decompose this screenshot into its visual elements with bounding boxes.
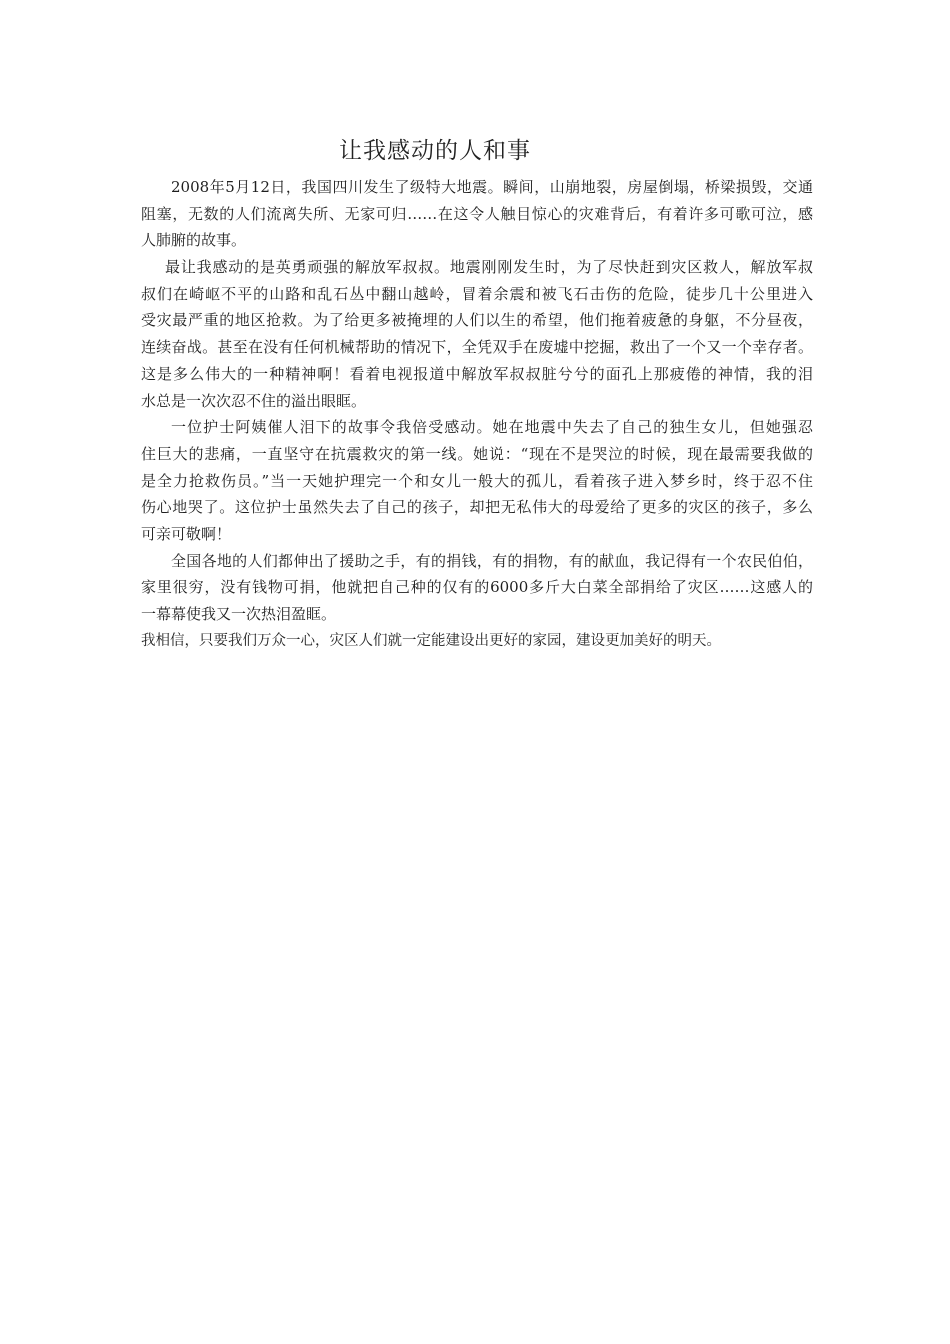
paragraph-5 (141, 628, 813, 655)
paragraph-line: 阻塞，无数的人们流离失所、无家可归……在这令人触目惊心的灾难背后，有着许多可歌可泣，感 (141, 204, 813, 223)
paragraph-line: 人肺腑的故事。 (141, 231, 247, 250)
paragraph-line: 我相信，只要我们万众一心，灾区人们就一定能建设出更好的家园，建设更加美好的明天。 (141, 632, 721, 649)
paragraph-1 (141, 174, 813, 254)
paragraph-line: 叔们在崎岖不平的山路和乱石丛中翻山越岭，冒着余震和被飞石击伤的危险，徒步几十公里进入 (141, 284, 813, 303)
document-title: 让我感动的人和事 (339, 138, 531, 164)
paragraph-line: 全国各地的人们都伸出了援助之手，有的捐钱，有的捐物，有的献血，我记得有一个农民伯伯， (171, 551, 813, 570)
paragraph-4 (141, 548, 813, 628)
paragraph-line: 家里很穷，没有钱物可捐，他就把自己种的仅有的6000多斤大白菜全部捐给了灾区……这感人的 (141, 578, 813, 597)
paragraph-line: 受灾最严重的地区抢救。为了给更多被掩埋的人们以生的希望，他们拖着疲惫的身躯，不分昼夜， (141, 311, 813, 330)
paragraph-line: 这是多么伟大的一种精神啊！看着电视报道中解放军叔叔脏兮兮的面孔上那疲倦的神情，我的泪 (141, 364, 813, 383)
paragraph-line: 住巨大的悲痛，一直坚守在抗震救灾的第一线。她说：“现在不是哭泣的时候，现在最需要我做的 (141, 444, 813, 463)
paragraph-line: 伤心地哭了。这位护士虽然失去了自己的孩子，却把无私伟大的母爱给了更多的灾区的孩子，多么 (141, 498, 813, 517)
paragraph-line: 一幕幕使我又一次热泪盈眶。 (141, 605, 337, 623)
paragraph-line: 一位护士阿姨催人泪下的故事令我倍受感动。她在地震中失去了自己的独生女儿，但她强忍 (171, 418, 813, 437)
paragraph-line: 2008年5月12日，我国四川发生了级特大地震。瞬间，山崩地裂，房屋倒塌，桥梁损毁，交通 (171, 178, 813, 196)
paragraph-2 (141, 254, 813, 414)
document-body (141, 174, 813, 654)
paragraph-line: 水总是一次次忍不住的溢出眼眶。 (141, 391, 367, 410)
paragraph-line: 是全力抢救伤员。”当一天她护理完一个和女儿一般大的孤儿，看着孩子进入梦乡时，终于忍不住 (141, 471, 813, 490)
paragraph-line: 最让我感动的是英勇顽强的解放军叔叔。地震刚刚发生时，为了尽快赶到灾区救人，解放军叔 (165, 258, 813, 277)
paragraph-3 (141, 414, 813, 547)
paragraph-line: 连续奋战。甚至在没有任何机械帮助的情况下，全凭双手在废墟中挖掘，救出了一个又一个幸存者。 (141, 338, 813, 357)
paragraph-line: 可亲可敬啊！ (141, 524, 232, 543)
